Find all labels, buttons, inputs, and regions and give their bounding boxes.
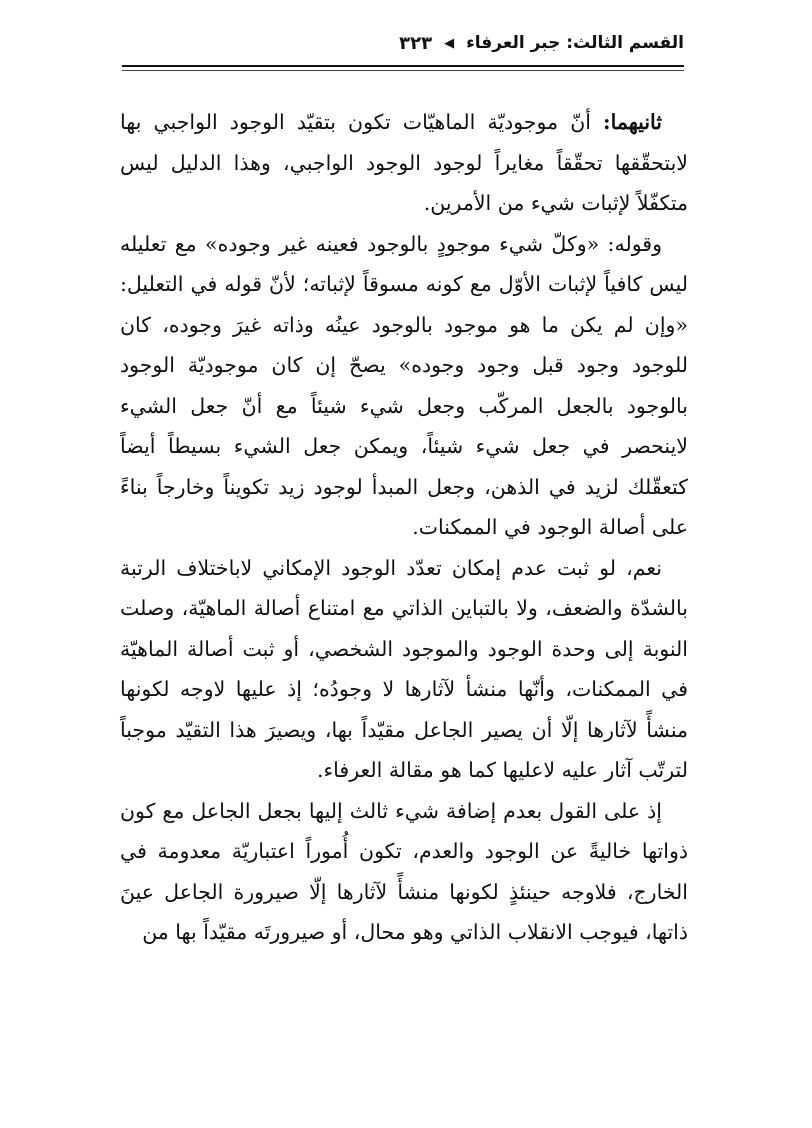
paragraph-lead: ثانيهما:	[603, 110, 662, 134]
paragraph	[120, 548, 688, 791]
body-text	[120, 102, 688, 953]
paragraph	[120, 791, 688, 953]
header-rule-thin	[122, 70, 684, 71]
page-number: ٣٢٣	[399, 32, 433, 54]
section-title: القسم الثالث: جبر العرفاء	[466, 33, 684, 53]
paragraph-text: أنّ موجوديّة الماهيّات تكون بتقيّد الوجود الواجبي بها لابتحقّقها تحقّقاً مغايراً لوجود الوجود الواجبي، وهذا الدليل ليس متكفّلاً لإثبات شيء من الأمرين.	[120, 110, 688, 215]
paragraph	[120, 102, 688, 224]
paragraph-text: إذ على القول بعدم إضافة شيء ثالث إليها بجعل الجاعل مع كون ذواتها خاليةً عن الوجود والعدم، تكون أُموراً اعتباريّة معدومة في الخارج، فلاوجه حينئذٍ لكونها منشأً لآثارها إلّا صيرورة الجاعل عينَ ذاتها، فيوجب الانقلاب الذاتي وهو محال، أو صيرورتَه مقيّداً بها من	[120, 798, 688, 944]
paragraph	[120, 224, 688, 548]
header-rule-thick	[122, 65, 684, 67]
left-triangle-icon: ◀	[444, 35, 455, 51]
paragraph-text: وقوله: «وكلّ شيء موجودٍ بالوجود فعينه غير وجوده» مع تعليله ليس كافياً لإثبات الأوّل مع كونه مسوقاً لإثباته؛ لأنّ قوله في التعليل: «وإن لم يكن ما هو موجود بالوجود عينُه وذاته غيرَ وجوده، كان للوجود وجود قبل وجود وجوده» يصحّ إن كان موجوديّة الوجود بالوجود بالجعل المركّب وجعل شيء شيئاً مع أنّ جعل الشيء لاينحصر في جعل شيء شيئاً، ويمكن جعل الشيء بسيطاً أيضاً كتعقّلك لزيد في الذهن، وجعل المبدأ لوجود زيد تكويناً وخارجاً بناءً على أصالة الوجود في الممكنات.	[120, 231, 688, 539]
running-header	[122, 28, 684, 58]
paragraph-text: نعم، لو ثبت عدم إمكان تعدّد الوجود الإمكاني لاباختلاف الرتبة بالشدّة والضعف، ولا بالتباين الذاتي مع امتناع أصالة الماهيّة، وصلت النوبة إلى وحدة الوجود والموجود الشخصي، أو ثبت أصالة الماهيّة في الممكنات، وأنّها منشأ لآثارها لا وجودُه؛ إذ عليها لاوجه لكونها منشأً لآثارها إلّا أن يصير الجاعل مقيّداً بها، ويصيرَ هذا التقيّد موجباً لترتّب آثار عليه لاعليها كما هو مقالة العرفاء.	[120, 555, 688, 782]
